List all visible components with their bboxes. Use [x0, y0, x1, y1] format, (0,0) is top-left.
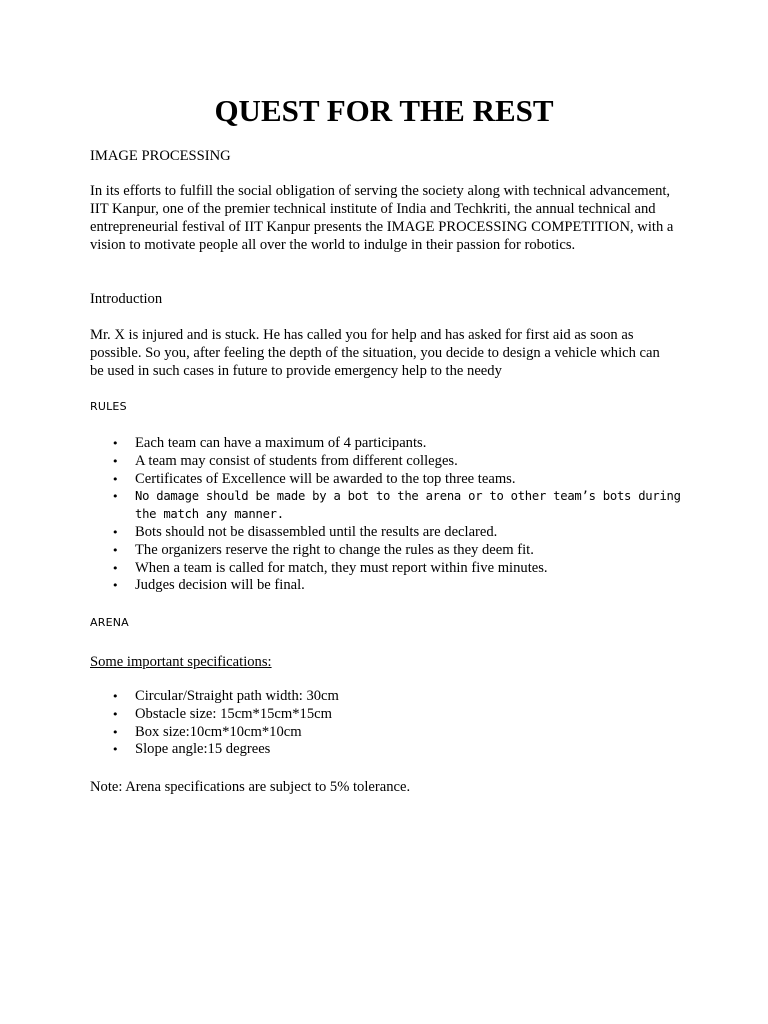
- introduction-heading: Introduction: [90, 291, 163, 307]
- list-item: [90, 435, 690, 453]
- rule-text: Judges decision will be final.: [135, 577, 305, 594]
- rule-text: The organizers reserve the right to change the rules as they deem fit.: [135, 541, 534, 558]
- arena-heading: ARENA: [90, 616, 129, 629]
- spec-text: Obstacle size: 15cm*15cm*15cm: [135, 705, 332, 722]
- spec-text: Circular/Straight path width: 30cm: [135, 688, 339, 704]
- intro-paragraph: In its efforts to fulfill the social obligation of serving the society along with technical advancement, IIT Kanpur, one of the premier technical institute of India and Techkriti, the annual technical and entrepreneurial festival of IIT Kanpur presents the IMAGE PROCESSING COMPETITION, with a vision to motivate people all over the world to indulge in their passion for robotics.: [90, 183, 674, 253]
- bullet-icon: •: [112, 579, 119, 593]
- bullet-icon: •: [112, 543, 119, 557]
- list-item: [90, 471, 690, 489]
- list-item: [90, 542, 690, 560]
- bullet-icon: •: [112, 490, 119, 504]
- bullet-icon: •: [112, 690, 119, 703]
- rules-list: [90, 435, 690, 595]
- rule-text: A team may consist of students from different colleges.: [135, 452, 458, 469]
- document-title: QUEST FOR THE REST: [214, 93, 554, 128]
- bullet-icon: •: [112, 525, 119, 539]
- rules-heading: RULES: [90, 400, 127, 413]
- spec-text: Box size:10cm*10cm*10cm: [135, 723, 302, 740]
- note-text: Note: Arena specifications are subject to 5% tolerance.: [90, 779, 411, 795]
- bullet-icon: •: [112, 472, 119, 486]
- list-item: [90, 724, 690, 742]
- bullet-icon: •: [112, 707, 119, 721]
- list-item: [90, 741, 690, 759]
- list-item: [90, 453, 690, 471]
- section-label: IMAGE PROCESSING: [90, 148, 231, 164]
- rule-text: No damage should be made by a bot to the arena or to other team’s bots during the match any manner.: [135, 489, 681, 522]
- bullet-icon: •: [112, 454, 119, 468]
- specs-list: [90, 688, 690, 759]
- list-item: [90, 488, 690, 524]
- bullet-icon: •: [112, 743, 119, 757]
- list-item: [90, 706, 690, 724]
- specs-heading: Some important specifications:: [90, 654, 272, 670]
- rule-text: Bots should not be disassembled until the results are declared.: [135, 523, 498, 540]
- list-item: [90, 560, 690, 578]
- bullet-icon: •: [112, 437, 119, 450]
- spec-text: Slope angle:15 degrees: [135, 741, 271, 758]
- bullet-icon: •: [112, 725, 119, 739]
- rule-text: When a team is called for match, they must report within five minutes.: [135, 559, 548, 576]
- list-item: [90, 524, 690, 542]
- bullet-icon: •: [112, 561, 119, 575]
- rule-text: Certificates of Excellence will be awarded to the top three teams.: [135, 470, 516, 487]
- introduction-paragraph: Mr. X is injured and is stuck. He has called you for help and has asked for first aid as soon as possible. So you, after feeling the depth of the situation, you decide to design a vehicle which can be used in such cases in future to provide emergency help to the needy: [90, 327, 660, 379]
- list-item: [90, 577, 690, 595]
- rule-text: Each team can have a maximum of 4 participants.: [135, 435, 427, 451]
- list-item: [90, 688, 690, 706]
